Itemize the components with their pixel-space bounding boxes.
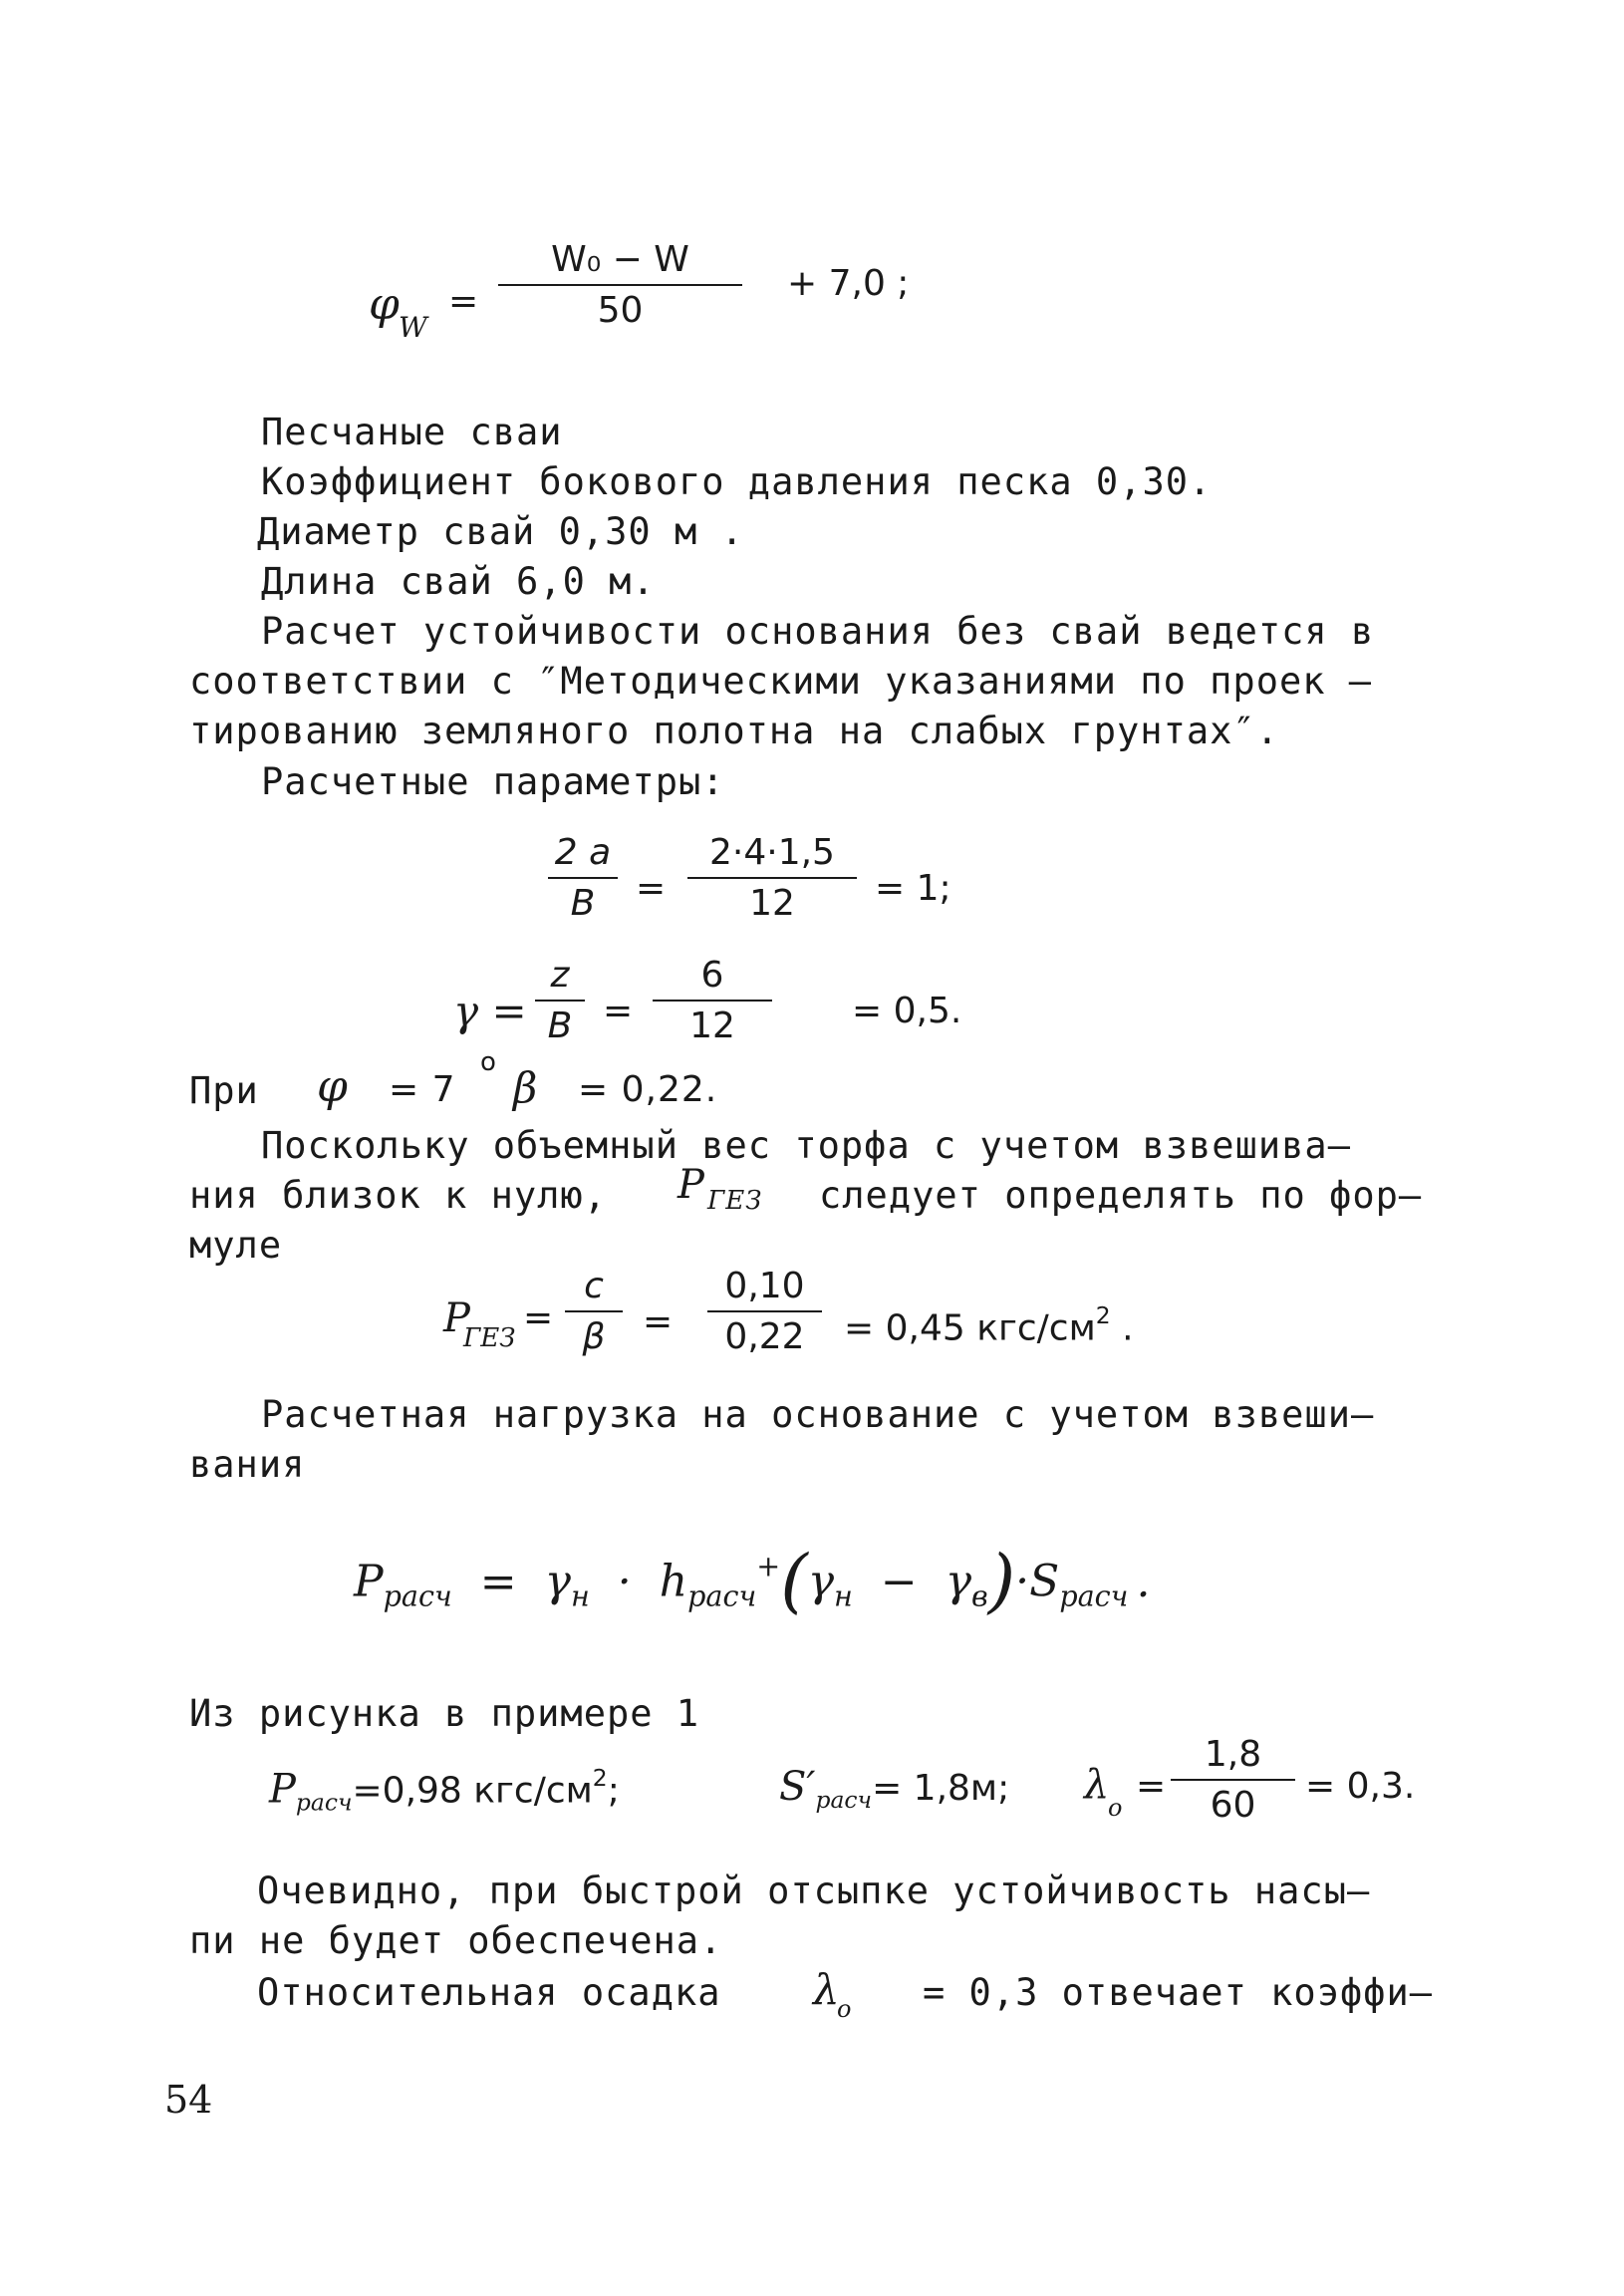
- gamma-symbol: γ: [544, 1556, 571, 1607]
- denominator: 12: [749, 883, 795, 924]
- fraction: [653, 955, 772, 1046]
- text-line: Расчетные параметры:: [261, 760, 725, 803]
- phi-symbol: φ: [369, 279, 400, 330]
- denominator: 50: [597, 290, 644, 331]
- fraction-bar: [548, 877, 618, 879]
- text-line: муле: [189, 1224, 283, 1267]
- formula-result: [844, 1301, 1134, 1348]
- page-number: 54: [164, 2078, 213, 2122]
- p-symbol: P: [677, 1162, 705, 1208]
- text-line: Очевидно, при быстрой отсыпке устойчивость насы–: [257, 1869, 1371, 1912]
- numerator: 2·4·1,5: [709, 832, 835, 873]
- lambda-symbol: λ: [1084, 1762, 1110, 1808]
- heading-sand-piles: Песчаные сваи: [261, 411, 563, 453]
- text-line: Из рисунка в примере 1: [189, 1692, 700, 1735]
- text-fragment: ния близок к нулю,: [189, 1174, 607, 1217]
- text-pri: При: [189, 1069, 259, 1112]
- denominator: 0,22: [724, 1316, 805, 1357]
- dot-operator: ·: [617, 1556, 632, 1607]
- dot-operator: ·: [1015, 1556, 1030, 1607]
- fraction-bar: [498, 284, 742, 286]
- gamma-symbol: γ: [807, 1556, 835, 1607]
- numerator: W₀ − W: [551, 239, 689, 280]
- equals-sign: =: [603, 991, 634, 1031]
- text-line: Расчетная нагрузка на основание с учетом взвеши–: [261, 1393, 1375, 1436]
- numerator: 0,10: [724, 1266, 805, 1306]
- s-symbol: S′: [779, 1764, 816, 1810]
- p-symbol: P: [354, 1556, 384, 1607]
- lambda-subscript: o: [837, 1995, 853, 2023]
- fraction: [687, 832, 857, 924]
- line-pri: [189, 1047, 887, 1121]
- fraction: [1171, 1734, 1295, 1826]
- minus-sign: −: [880, 1556, 918, 1607]
- formula-result: = 0,5.: [852, 991, 962, 1031]
- fraction: [565, 1266, 623, 1357]
- text-line: соответствии с ″Методическими указаниями по проек –: [189, 660, 1373, 703]
- p-symbol: P: [443, 1295, 470, 1341]
- text-line: Расчет устойчивости основания без свай ведется в: [261, 610, 1375, 653]
- lambda-symbol: λ: [813, 1965, 841, 2014]
- formula-gamma: [453, 955, 1011, 1064]
- equals-sign: =: [523, 1297, 554, 1338]
- beta-symbol: β: [513, 1063, 539, 1112]
- gamma-subscript: в: [971, 1578, 988, 1613]
- fraction-bar: [687, 877, 857, 879]
- fraction: [707, 1266, 822, 1357]
- gamma-symbol: γ: [945, 1556, 972, 1607]
- phi-symbol: φ: [317, 1061, 349, 1112]
- text-line: Длина свай 6,0 м.: [261, 560, 656, 603]
- fraction-bar: [707, 1310, 822, 1312]
- formula-values: [269, 1734, 1465, 1844]
- s-symbol: S: [1029, 1556, 1060, 1607]
- left-paren: (: [780, 1540, 808, 1621]
- numerator: 2 a: [554, 832, 612, 873]
- denominator: β: [582, 1316, 606, 1357]
- p-subscript: расч: [383, 1578, 452, 1613]
- gamma-subscript: н: [834, 1578, 853, 1613]
- text-fragment: Относительная осадка: [257, 1971, 721, 2014]
- text-line: Коэффициент бокового давления песка 0,30.: [261, 460, 1213, 503]
- formula-pgez: [443, 1266, 1240, 1375]
- equals-sign: =: [448, 281, 479, 322]
- h-symbol: h: [659, 1556, 688, 1607]
- text-line: вания: [189, 1443, 306, 1486]
- p-end: ;: [607, 1770, 620, 1812]
- s-values: [779, 1764, 1009, 1814]
- fraction-bar: [565, 1310, 623, 1312]
- s-subscript: расч: [815, 1786, 873, 1815]
- phi-value: = 7: [389, 1069, 456, 1110]
- s-subscript: расч: [1059, 1578, 1129, 1613]
- text-line: пи не будет обеспечена.: [189, 1919, 723, 1962]
- equals-sign: =: [643, 1301, 674, 1342]
- s-value: = 1,8м;: [872, 1768, 1010, 1809]
- numerator: c: [584, 1266, 604, 1306]
- fraction: [498, 239, 742, 331]
- formula-tail: + 7,0 ;: [787, 263, 910, 304]
- h-subscript: расч: [687, 1578, 757, 1613]
- denominator: B: [570, 883, 596, 924]
- text-line: [189, 1162, 1465, 1224]
- plus-sign: +: [756, 1549, 781, 1583]
- right-paren: ): [987, 1540, 1016, 1621]
- equals-sign: =: [1136, 1766, 1167, 1807]
- formula-result: = 1;: [875, 868, 951, 909]
- result-value: = 0,45 кгс/см: [844, 1307, 1096, 1349]
- degree-sign: o: [480, 1047, 497, 1077]
- formula-result: = 0,3.: [1305, 1766, 1416, 1807]
- result-superscript: 2: [1095, 1301, 1111, 1329]
- p-symbol: P: [269, 1766, 296, 1813]
- p-subscript: расч: [295, 1788, 353, 1817]
- denominator: 12: [689, 1005, 735, 1046]
- formula-ratio: [548, 832, 1026, 942]
- numerator: 1,8: [1204, 1734, 1262, 1775]
- text-line: Поскольку объемный вес торфа с учетом взвешива–: [261, 1124, 1351, 1167]
- p-superscript: 2: [592, 1764, 608, 1792]
- formula-prasch: [354, 1540, 1270, 1629]
- fraction: [548, 832, 618, 924]
- gamma-lhs: γ =: [453, 987, 527, 1035]
- p-subscript: ГЕЗ: [707, 1186, 763, 1216]
- text-fragment: = 0,3 отвечает коэффи–: [923, 1971, 1434, 2014]
- formula-phi-w: [369, 239, 1016, 349]
- fraction-bar: [653, 1000, 772, 1002]
- fraction-bar: [535, 1000, 585, 1002]
- equals-sign: =: [479, 1556, 517, 1607]
- lambda-subscript: o: [1108, 1794, 1123, 1822]
- denominator: 60: [1210, 1785, 1256, 1826]
- text-line: [257, 1965, 1492, 2025]
- numerator: 6: [700, 955, 724, 996]
- text-line: Диаметр свай 0,30 м .: [257, 510, 744, 553]
- beta-value: = 0,22.: [578, 1069, 718, 1110]
- fraction-bar: [1171, 1779, 1295, 1781]
- denominator: B: [547, 1005, 573, 1046]
- fraction: [535, 955, 585, 1046]
- text-line: тированию земляного полотна на слабых грунтах″.: [189, 710, 1279, 752]
- p-subscript: ГЕЗ: [463, 1323, 516, 1353]
- p-value: =0,98 кгс/см: [352, 1770, 593, 1812]
- phi-subscript: W: [399, 311, 427, 344]
- numerator: z: [550, 955, 570, 996]
- equals-sign: =: [636, 868, 667, 909]
- gamma-subscript: н: [570, 1578, 590, 1613]
- text-fragment: следует определять по фор–: [819, 1174, 1423, 1217]
- result-end: .: [1110, 1307, 1134, 1349]
- p-values: [269, 1764, 620, 1817]
- period: .: [1136, 1556, 1151, 1607]
